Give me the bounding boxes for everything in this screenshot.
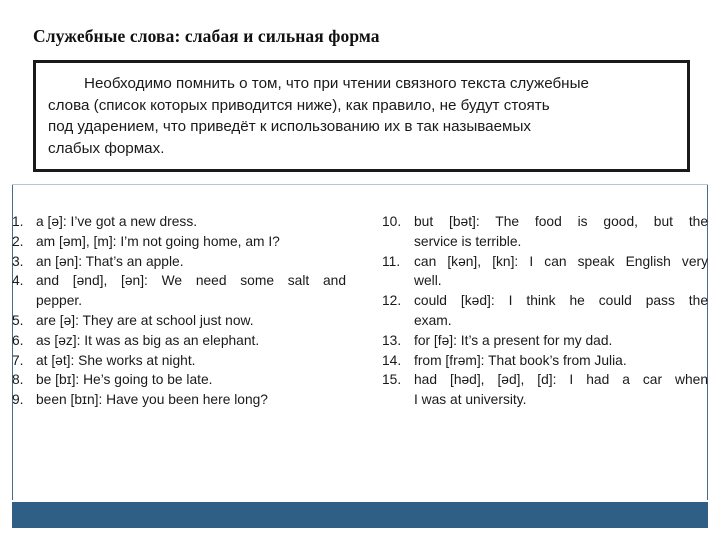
item-text-line: I was at university. [414,392,527,408]
notice-line: слова (список которых приводится ниже), как правило, не будут стоять [48,96,550,114]
list-item [12,390,346,410]
item-number: 1. [12,214,24,229]
item-number: 3. [12,253,24,269]
list-item [12,370,346,390]
item-text-line: service is terrible. [414,233,522,249]
item-text-line: but [bət]: The food is good, but the [414,214,708,229]
item-number: 7. [12,352,24,368]
item-number: 6. [12,332,24,348]
item-number: 4. [12,273,24,289]
item-number: 12. [382,293,402,309]
item-text [36,351,346,371]
item-number: 15. [382,372,402,388]
item-text [36,271,346,311]
footer-bar [12,502,708,528]
item-text [414,291,708,331]
item-text-line: been [bɪn]: Have you been here long? [36,392,268,408]
item-text [414,212,708,252]
item-text [36,370,346,390]
item-text-line: for [fə]: It’s a present for my dad. [414,332,613,348]
list-item [382,370,708,410]
item-text-line: can [kən], [kn]: I can speak English very [414,253,708,269]
item-number: 13. [382,332,402,348]
list-item [12,351,346,371]
item-text-line: well. [414,273,442,289]
word-list-right [382,212,708,410]
item-text [414,331,708,351]
item-text [36,311,346,331]
item-text [36,212,346,232]
list-item [382,331,708,351]
item-text-line: as [əz]: It was as big as an elephant. [36,332,260,348]
word-list-left [12,212,346,410]
item-text-line: had [həd], [əd], [d]: I had a car when [414,372,708,388]
page-title: Служебные слова: слабая и сильная форма [33,26,380,46]
item-text [36,390,346,410]
list-item [12,232,346,252]
list-item [12,311,346,331]
notice-line: под ударением, что приведёт к использованию их в так называемых [48,118,532,135]
item-text [414,252,708,292]
list-item [382,252,708,292]
item-number: 11. [382,253,401,269]
item-text-line: at [ət]: She works at night. [36,352,196,368]
list-item [382,291,708,331]
item-number: 2. [12,233,24,249]
list-item [12,252,346,272]
item-text-line: a [ə]: I’ve got a new dress. [36,214,198,229]
item-text [414,351,708,371]
item-number: 14. [382,352,402,368]
item-text [414,370,708,410]
list-item [12,212,346,232]
item-text [36,331,346,351]
item-number: 10. [382,214,402,229]
item-text-line: an [ən]: That’s an apple. [36,253,184,269]
frame-top-border [12,184,708,185]
item-number: 8. [12,372,24,388]
item-text-line: am [əm], [m]: I’m not going home, am I? [36,233,280,249]
item-number: 9. [12,392,24,408]
list-item [382,212,708,252]
item-text [36,252,346,272]
notice-box [33,60,690,172]
item-text-line: exam. [414,312,452,328]
item-number: 5. [12,312,24,328]
item-text-line: from [frəm]: That book’s from Julia. [414,352,627,368]
list-item [12,331,346,351]
item-text-line: could [kəd]: I think he could pass the [414,293,708,309]
item-text-line: and [ənd], [ən]: We need some salt and [36,273,346,289]
item-text [36,232,346,252]
notice-line: Необходимо помнить о том, что при чтении связного текста служебные [84,75,589,92]
item-text-line: pepper. [36,293,83,309]
item-text-line: be [bɪ]: He’s going to be late. [36,372,213,388]
notice-line: слабых формах. [48,139,165,157]
list-item [12,271,346,311]
list-item [382,351,708,371]
item-text-line: are [ə]: They are at school just now. [36,312,254,328]
